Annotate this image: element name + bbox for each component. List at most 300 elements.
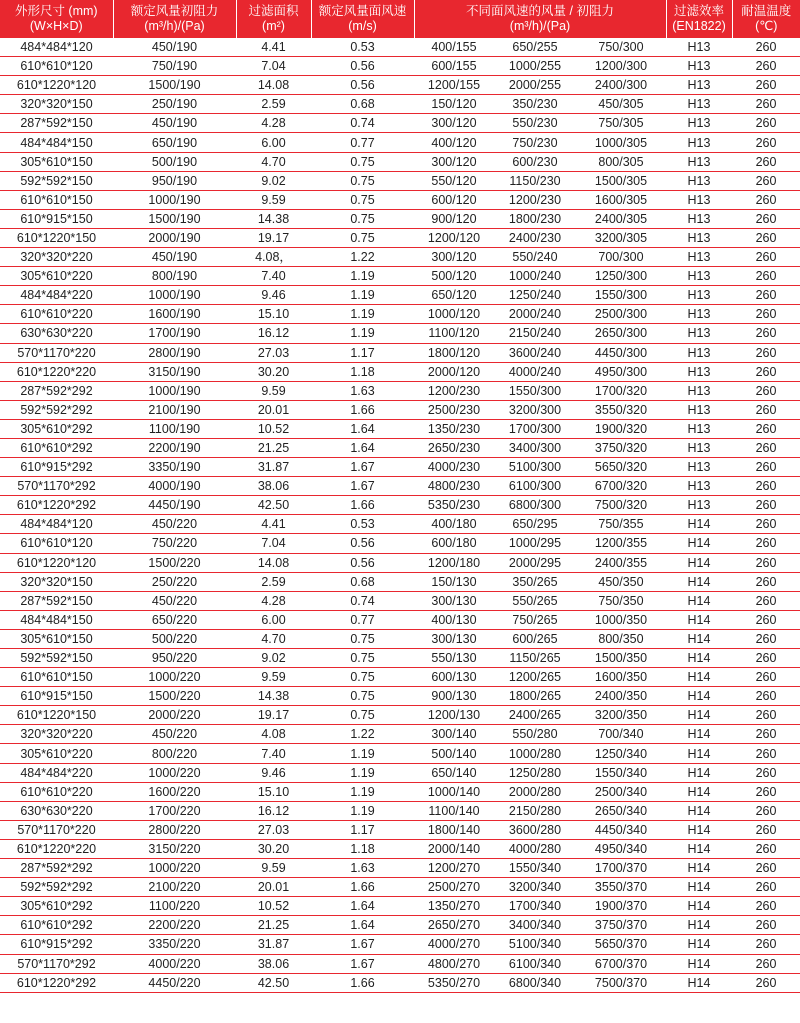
cell-rated-airflow: 1000/190 [113, 190, 236, 209]
cell-airflow-low: 2650/270 [414, 916, 494, 935]
cell-airflow-mid: 650/255 [494, 38, 576, 57]
cell-airflow-mid: 3400/340 [494, 916, 576, 935]
cell-airflow-mid: 1150/230 [494, 171, 576, 190]
cell-rated-airflow: 450/190 [113, 38, 236, 57]
cell-rated-airflow: 800/220 [113, 744, 236, 763]
cell-airflow-low: 2000/120 [414, 362, 494, 381]
cell-temperature: 260 [732, 419, 800, 438]
cell-airflow-high: 750/305 [576, 114, 666, 133]
cell-airflow-low: 600/180 [414, 534, 494, 553]
cell-face-velocity: 0.68 [311, 95, 414, 114]
cell-efficiency: H14 [666, 534, 732, 553]
cell-efficiency: H14 [666, 553, 732, 572]
cell-temperature: 260 [732, 438, 800, 457]
cell-temperature: 260 [732, 458, 800, 477]
table-row [0, 171, 800, 190]
header-line2: (EN1822) [672, 19, 726, 33]
cell-rated-airflow: 1500/190 [113, 209, 236, 228]
cell-airflow-high: 7500/370 [576, 973, 666, 992]
cell-efficiency: H13 [666, 267, 732, 286]
cell-filter-area: 14.08 [236, 553, 311, 572]
cell-temperature: 260 [732, 973, 800, 992]
cell-airflow-low: 1200/155 [414, 76, 494, 95]
cell-airflow-high: 700/340 [576, 725, 666, 744]
cell-airflow-low: 300/120 [414, 248, 494, 267]
cell-airflow-mid: 2000/295 [494, 553, 576, 572]
cell-airflow-mid: 4000/280 [494, 839, 576, 858]
cell-airflow-mid: 350/265 [494, 572, 576, 591]
cell-rated-airflow: 2200/220 [113, 916, 236, 935]
cell-airflow-low: 5350/270 [414, 973, 494, 992]
cell-efficiency: H13 [666, 228, 732, 247]
header-airflow-at-velocities [414, 0, 666, 38]
cell-dimensions: 570*1170*292 [0, 954, 113, 973]
cell-filter-area: 14.38 [236, 687, 311, 706]
cell-temperature: 260 [732, 744, 800, 763]
cell-rated-airflow: 750/220 [113, 534, 236, 553]
cell-airflow-high: 4950/300 [576, 362, 666, 381]
cell-efficiency: H14 [666, 897, 732, 916]
cell-airflow-low: 550/120 [414, 171, 494, 190]
cell-temperature: 260 [732, 171, 800, 190]
cell-dimensions: 570*1170*220 [0, 820, 113, 839]
cell-airflow-high: 1000/350 [576, 610, 666, 629]
cell-airflow-low: 1350/270 [414, 897, 494, 916]
cell-efficiency: H13 [666, 324, 732, 343]
cell-efficiency: H14 [666, 725, 732, 744]
table-row [0, 973, 800, 992]
cell-airflow-low: 1800/120 [414, 343, 494, 362]
cell-airflow-high: 1200/300 [576, 57, 666, 76]
cell-airflow-low: 1200/270 [414, 859, 494, 878]
table-row [0, 133, 800, 152]
cell-rated-airflow: 950/190 [113, 171, 236, 190]
cell-temperature: 260 [732, 649, 800, 668]
cell-efficiency: H14 [666, 782, 732, 801]
cell-dimensions: 610*610*120 [0, 534, 113, 553]
cell-airflow-mid: 750/230 [494, 133, 576, 152]
cell-airflow-high: 1500/350 [576, 649, 666, 668]
cell-airflow-high: 2500/300 [576, 305, 666, 324]
cell-airflow-high: 1600/350 [576, 668, 666, 687]
cell-airflow-mid: 2000/240 [494, 305, 576, 324]
cell-efficiency: H13 [666, 133, 732, 152]
cell-airflow-low: 2000/140 [414, 839, 494, 858]
table-row [0, 76, 800, 95]
cell-dimensions: 305*610*220 [0, 267, 113, 286]
table-row [0, 935, 800, 954]
cell-rated-airflow: 450/190 [113, 248, 236, 267]
cell-efficiency: H14 [666, 916, 732, 935]
cell-temperature: 260 [732, 267, 800, 286]
cell-filter-area: 10.52 [236, 419, 311, 438]
cell-rated-airflow: 2000/220 [113, 706, 236, 725]
cell-temperature: 260 [732, 228, 800, 247]
cell-airflow-high: 1250/300 [576, 267, 666, 286]
cell-dimensions: 305*610*292 [0, 897, 113, 916]
cell-airflow-mid: 1550/340 [494, 859, 576, 878]
cell-rated-airflow: 750/190 [113, 57, 236, 76]
table-row [0, 610, 800, 629]
cell-filter-area: 31.87 [236, 458, 311, 477]
cell-rated-airflow: 650/220 [113, 610, 236, 629]
cell-dimensions: 592*592*292 [0, 878, 113, 897]
cell-airflow-mid: 1000/240 [494, 267, 576, 286]
table-row [0, 324, 800, 343]
cell-airflow-low: 400/180 [414, 515, 494, 534]
cell-temperature: 260 [732, 935, 800, 954]
cell-filter-area: 4.08 [236, 725, 311, 744]
cell-airflow-mid: 550/280 [494, 725, 576, 744]
cell-airflow-mid: 600/265 [494, 629, 576, 648]
header-line1: 过滤面积 [248, 4, 299, 18]
cell-filter-area: 4.28 [236, 114, 311, 133]
cell-airflow-low: 500/140 [414, 744, 494, 763]
cell-rated-airflow: 2200/190 [113, 438, 236, 457]
cell-dimensions: 630*630*220 [0, 324, 113, 343]
table-row [0, 553, 800, 572]
cell-temperature: 260 [732, 897, 800, 916]
table-row [0, 496, 800, 515]
cell-efficiency: H13 [666, 362, 732, 381]
cell-face-velocity: 1.17 [311, 343, 414, 362]
table-row [0, 687, 800, 706]
cell-face-velocity: 0.75 [311, 209, 414, 228]
cell-dimensions: 610*1220*150 [0, 706, 113, 725]
cell-temperature: 260 [732, 324, 800, 343]
table-row [0, 38, 800, 57]
table-row [0, 801, 800, 820]
cell-face-velocity: 1.67 [311, 458, 414, 477]
cell-filter-area: 9.59 [236, 859, 311, 878]
table-row [0, 57, 800, 76]
cell-efficiency: H14 [666, 649, 732, 668]
cell-rated-airflow: 250/190 [113, 95, 236, 114]
cell-temperature: 260 [732, 152, 800, 171]
cell-airflow-mid: 3200/340 [494, 878, 576, 897]
cell-efficiency: H13 [666, 438, 732, 457]
cell-face-velocity: 1.18 [311, 362, 414, 381]
cell-filter-area: 2.59 [236, 95, 311, 114]
cell-temperature: 260 [732, 553, 800, 572]
cell-airflow-low: 600/130 [414, 668, 494, 687]
cell-filter-area: 4.41 [236, 38, 311, 57]
cell-face-velocity: 1.66 [311, 400, 414, 419]
cell-face-velocity: 1.19 [311, 801, 414, 820]
cell-airflow-mid: 600/230 [494, 152, 576, 171]
cell-face-velocity: 0.53 [311, 515, 414, 534]
cell-dimensions: 610*1220*120 [0, 76, 113, 95]
cell-airflow-high: 5650/320 [576, 458, 666, 477]
cell-rated-airflow: 4450/220 [113, 973, 236, 992]
table-row [0, 954, 800, 973]
table-row [0, 209, 800, 228]
cell-airflow-mid: 2400/230 [494, 228, 576, 247]
cell-temperature: 260 [732, 763, 800, 782]
cell-airflow-low: 150/120 [414, 95, 494, 114]
cell-airflow-low: 650/140 [414, 763, 494, 782]
cell-rated-airflow: 450/220 [113, 725, 236, 744]
cell-airflow-high: 2400/300 [576, 76, 666, 95]
header-line2: (m³/h)/(Pa) [144, 19, 205, 33]
cell-temperature: 260 [732, 515, 800, 534]
cell-temperature: 260 [732, 629, 800, 648]
cell-temperature: 260 [732, 400, 800, 419]
cell-airflow-high: 450/305 [576, 95, 666, 114]
cell-efficiency: H13 [666, 381, 732, 400]
cell-temperature: 260 [732, 954, 800, 973]
table-body [0, 38, 800, 992]
cell-temperature: 260 [732, 381, 800, 400]
table-row [0, 629, 800, 648]
cell-filter-area: 9.46 [236, 763, 311, 782]
cell-rated-airflow: 1100/220 [113, 897, 236, 916]
cell-airflow-high: 2400/355 [576, 553, 666, 572]
cell-rated-airflow: 450/220 [113, 591, 236, 610]
cell-temperature: 260 [732, 878, 800, 897]
header-line1: 外形尺寸 (mm) [14, 4, 98, 18]
cell-temperature: 260 [732, 114, 800, 133]
table-row [0, 343, 800, 362]
cell-face-velocity: 0.56 [311, 534, 414, 553]
table-row [0, 649, 800, 668]
cell-rated-airflow: 250/220 [113, 572, 236, 591]
cell-airflow-low: 400/130 [414, 610, 494, 629]
cell-airflow-low: 1100/120 [414, 324, 494, 343]
cell-dimensions: 610*1220*150 [0, 228, 113, 247]
cell-dimensions: 305*610*150 [0, 629, 113, 648]
cell-temperature: 260 [732, 190, 800, 209]
cell-dimensions: 610*915*150 [0, 687, 113, 706]
cell-airflow-high: 2500/340 [576, 782, 666, 801]
cell-face-velocity: 1.19 [311, 763, 414, 782]
cell-airflow-low: 650/120 [414, 286, 494, 305]
cell-filter-area: 20.01 [236, 878, 311, 897]
cell-dimensions: 484*484*220 [0, 286, 113, 305]
table-row [0, 438, 800, 457]
cell-airflow-mid: 2400/265 [494, 706, 576, 725]
cell-airflow-mid: 1800/265 [494, 687, 576, 706]
cell-airflow-high: 1900/320 [576, 419, 666, 438]
cell-efficiency: H14 [666, 629, 732, 648]
cell-filter-area: 4.41 [236, 515, 311, 534]
cell-temperature: 260 [732, 706, 800, 725]
cell-face-velocity: 0.75 [311, 706, 414, 725]
header-efficiency [666, 0, 732, 38]
cell-airflow-mid: 1000/295 [494, 534, 576, 553]
cell-face-velocity: 0.75 [311, 171, 414, 190]
cell-dimensions: 570*1170*292 [0, 477, 113, 496]
table-row [0, 477, 800, 496]
cell-rated-airflow: 2800/220 [113, 820, 236, 839]
cell-face-velocity: 1.17 [311, 820, 414, 839]
cell-face-velocity: 1.63 [311, 381, 414, 400]
cell-filter-area: 42.50 [236, 496, 311, 515]
cell-efficiency: H13 [666, 419, 732, 438]
cell-airflow-low: 4000/230 [414, 458, 494, 477]
cell-dimensions: 287*592*150 [0, 114, 113, 133]
cell-filter-area: 15.10 [236, 305, 311, 324]
table-row [0, 190, 800, 209]
cell-airflow-high: 1200/355 [576, 534, 666, 553]
cell-face-velocity: 0.74 [311, 114, 414, 133]
table-row [0, 706, 800, 725]
cell-dimensions: 320*320*150 [0, 95, 113, 114]
cell-filter-area: 15.10 [236, 782, 311, 801]
cell-efficiency: H13 [666, 38, 732, 57]
cell-airflow-high: 4450/340 [576, 820, 666, 839]
cell-filter-area: 10.52 [236, 897, 311, 916]
cell-rated-airflow: 2100/220 [113, 878, 236, 897]
cell-airflow-low: 550/130 [414, 649, 494, 668]
cell-temperature: 260 [732, 209, 800, 228]
cell-airflow-high: 3750/370 [576, 916, 666, 935]
cell-dimensions: 610*1220*292 [0, 973, 113, 992]
cell-airflow-mid: 2150/240 [494, 324, 576, 343]
cell-dimensions: 630*630*220 [0, 801, 113, 820]
cell-efficiency: H14 [666, 763, 732, 782]
cell-face-velocity: 1.63 [311, 859, 414, 878]
cell-dimensions: 610*915*292 [0, 935, 113, 954]
cell-airflow-mid: 650/295 [494, 515, 576, 534]
table-row [0, 228, 800, 247]
cell-face-velocity: 1.19 [311, 782, 414, 801]
cell-face-velocity: 1.64 [311, 916, 414, 935]
cell-efficiency: H14 [666, 973, 732, 992]
cell-dimensions: 610*610*120 [0, 57, 113, 76]
cell-temperature: 260 [732, 859, 800, 878]
cell-dimensions: 484*484*150 [0, 610, 113, 629]
cell-temperature: 260 [732, 534, 800, 553]
cell-airflow-mid: 1150/265 [494, 649, 576, 668]
cell-efficiency: H14 [666, 610, 732, 629]
cell-airflow-low: 400/155 [414, 38, 494, 57]
cell-efficiency: H14 [666, 839, 732, 858]
cell-airflow-high: 1250/340 [576, 744, 666, 763]
cell-dimensions: 484*484*120 [0, 38, 113, 57]
cell-dimensions: 610*610*220 [0, 305, 113, 324]
cell-face-velocity: 1.67 [311, 954, 414, 973]
cell-face-velocity: 1.19 [311, 286, 414, 305]
cell-airflow-low: 300/120 [414, 152, 494, 171]
cell-dimensions: 610*915*292 [0, 458, 113, 477]
cell-airflow-high: 4450/300 [576, 343, 666, 362]
cell-filter-area: 31.87 [236, 935, 311, 954]
cell-airflow-high: 7500/320 [576, 496, 666, 515]
cell-dimensions: 592*592*150 [0, 649, 113, 668]
cell-temperature: 260 [732, 133, 800, 152]
cell-rated-airflow: 4000/220 [113, 954, 236, 973]
cell-filter-area: 7.04 [236, 57, 311, 76]
cell-airflow-low: 4800/270 [414, 954, 494, 973]
cell-efficiency: H13 [666, 248, 732, 267]
cell-airflow-mid: 550/230 [494, 114, 576, 133]
cell-airflow-high: 800/305 [576, 152, 666, 171]
cell-rated-airflow: 1600/190 [113, 305, 236, 324]
cell-efficiency: H13 [666, 305, 732, 324]
table-row [0, 763, 800, 782]
table-row [0, 820, 800, 839]
cell-airflow-mid: 6100/340 [494, 954, 576, 973]
cell-filter-area: 4.28 [236, 591, 311, 610]
table-header [0, 0, 800, 38]
cell-airflow-mid: 1250/280 [494, 763, 576, 782]
cell-dimensions: 320*320*220 [0, 248, 113, 267]
cell-efficiency: H14 [666, 878, 732, 897]
cell-airflow-low: 300/140 [414, 725, 494, 744]
cell-temperature: 260 [732, 362, 800, 381]
cell-airflow-mid: 1000/255 [494, 57, 576, 76]
cell-airflow-low: 600/155 [414, 57, 494, 76]
cell-rated-airflow: 2800/190 [113, 343, 236, 362]
cell-efficiency: H14 [666, 954, 732, 973]
cell-dimensions: 484*484*150 [0, 133, 113, 152]
cell-temperature: 260 [732, 57, 800, 76]
cell-rated-airflow: 3350/190 [113, 458, 236, 477]
cell-filter-area: 27.03 [236, 820, 311, 839]
cell-efficiency: H13 [666, 343, 732, 362]
cell-airflow-mid: 550/240 [494, 248, 576, 267]
header-line1: 过滤效率 [673, 4, 724, 18]
table-row [0, 267, 800, 286]
header-temperature [732, 0, 800, 38]
cell-airflow-low: 1000/120 [414, 305, 494, 324]
header-dimensions [0, 0, 113, 38]
cell-efficiency: H13 [666, 496, 732, 515]
cell-airflow-high: 2650/300 [576, 324, 666, 343]
cell-efficiency: H14 [666, 591, 732, 610]
cell-airflow-low: 1350/230 [414, 419, 494, 438]
cell-face-velocity: 0.68 [311, 572, 414, 591]
cell-face-velocity: 0.75 [311, 190, 414, 209]
cell-face-velocity: 0.56 [311, 76, 414, 95]
cell-efficiency: H14 [666, 515, 732, 534]
cell-temperature: 260 [732, 76, 800, 95]
cell-efficiency: H13 [666, 477, 732, 496]
cell-airflow-low: 2500/270 [414, 878, 494, 897]
cell-temperature: 260 [732, 572, 800, 591]
cell-filter-area: 14.38 [236, 209, 311, 228]
cell-airflow-high: 1550/340 [576, 763, 666, 782]
cell-airflow-high: 800/350 [576, 629, 666, 648]
cell-airflow-mid: 3200/300 [494, 400, 576, 419]
cell-efficiency: H13 [666, 458, 732, 477]
cell-filter-area: 30.20 [236, 839, 311, 858]
header-line2: (℃) [755, 19, 778, 33]
header-filter-area [236, 0, 311, 38]
cell-filter-area: 30.20 [236, 362, 311, 381]
cell-filter-area: 16.12 [236, 324, 311, 343]
cell-face-velocity: 1.66 [311, 496, 414, 515]
cell-airflow-high: 2650/340 [576, 801, 666, 820]
header-line1: 额定风量初阻力 [130, 4, 219, 18]
cell-airflow-mid: 1200/265 [494, 668, 576, 687]
cell-rated-airflow: 4450/190 [113, 496, 236, 515]
cell-filter-area: 9.02 [236, 171, 311, 190]
cell-dimensions: 305*610*292 [0, 419, 113, 438]
cell-face-velocity: 0.75 [311, 687, 414, 706]
table-row [0, 362, 800, 381]
cell-airflow-low: 300/130 [414, 591, 494, 610]
cell-dimensions: 287*592*150 [0, 591, 113, 610]
cell-dimensions: 570*1170*220 [0, 343, 113, 362]
cell-filter-area: 9.59 [236, 381, 311, 400]
cell-filter-area: 9.46 [236, 286, 311, 305]
cell-temperature: 260 [732, 38, 800, 57]
cell-airflow-high: 1700/370 [576, 859, 666, 878]
cell-filter-area: 20.01 [236, 400, 311, 419]
cell-airflow-high: 1700/320 [576, 381, 666, 400]
